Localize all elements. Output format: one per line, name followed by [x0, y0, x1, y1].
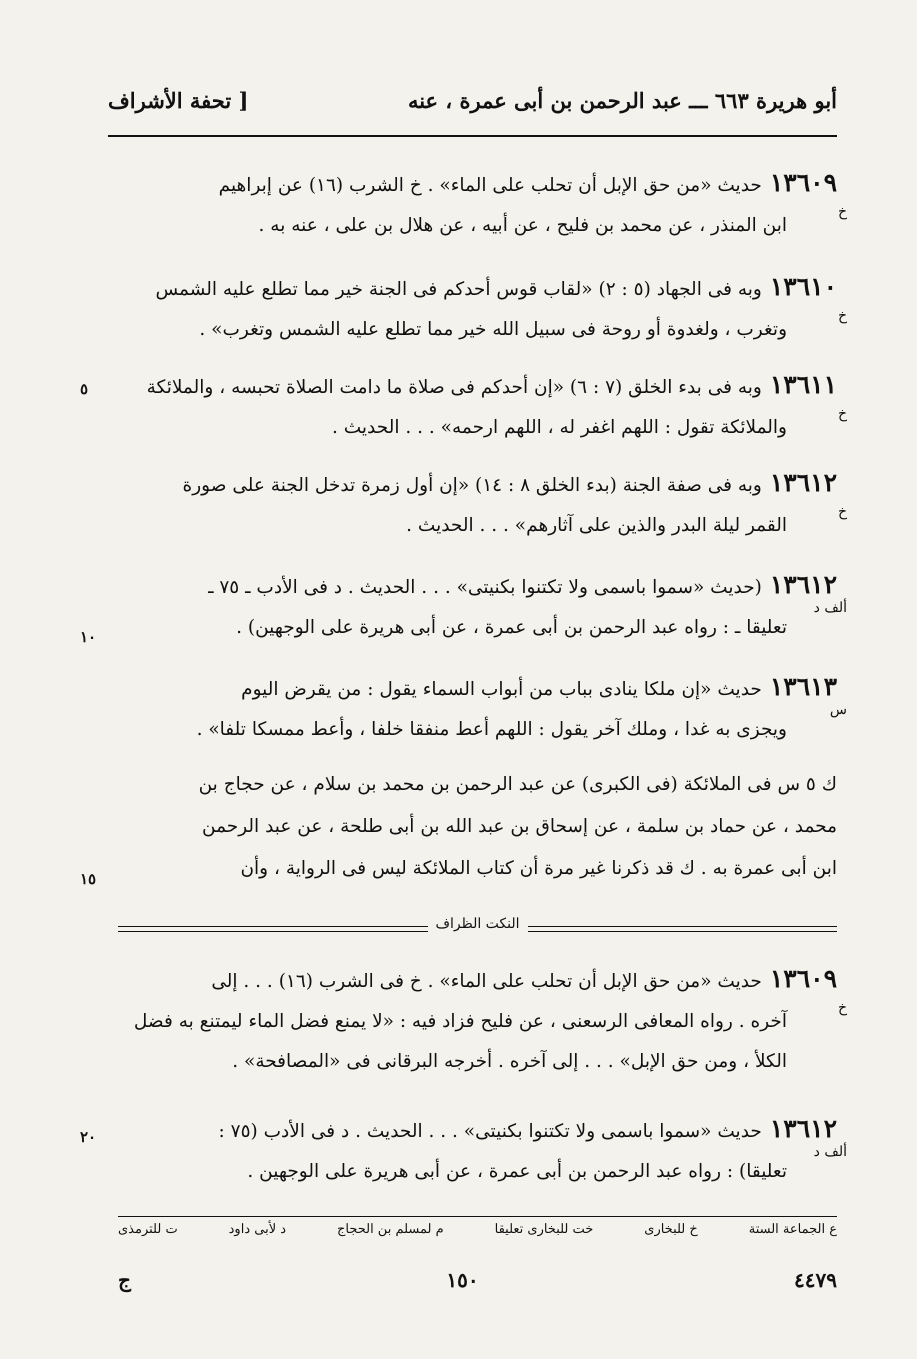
entry-siglum: س: [829, 702, 847, 718]
abbreviation: خ للبخارى: [644, 1222, 698, 1237]
header-rule: [108, 135, 837, 137]
signature-mark: ج: [118, 1268, 131, 1292]
entry-continuation: ويجزى به غدا ، وملك آخر يقول : اللهم أعط منفقا خلفا ، وأعط ممسكا تلفا» .: [196, 719, 787, 740]
note-line: ابن أبى عمرة به . ك قد ذكرنا غير مرة أن كتاب الملائكة ليس فى الرواية ، وأن: [240, 858, 837, 879]
line-number: ١٥: [80, 870, 97, 888]
entry-number: ١٣٦١٢: [769, 1114, 837, 1143]
entry-continuation: وتغرب ، ولغدوة أو روحة فى سبيل الله خير مما تطلع عليه الشمس وتغرب» .: [199, 319, 787, 340]
entry-text: وبه فى صفة الجنة (بدء الخلق ٨ : ١٤) «إن أول زمرة تدخل الجنة على صورة: [182, 475, 762, 496]
footer-rule: [118, 1216, 837, 1217]
abbreviation: د لأبى داود: [228, 1222, 287, 1237]
abbreviation: م لمسلم بن الحجاج: [336, 1222, 444, 1237]
work-title: [ تحفة الأشراف: [108, 88, 249, 113]
entry-number: ١٣٦١٢: [769, 570, 837, 599]
hadith-entry: [108, 168, 847, 241]
abbreviation-key: [118, 1222, 837, 1237]
entry-text: وبه فى الجهاد (٥ : ٢) «لقاب قوس أحدكم فى الجنة خير مما تطلع عليه الشمس: [155, 279, 762, 300]
entry-text: حديث «من حق الإبل أن تحلب على الماء» . خ فى الشرب (١٦) . . . إلى: [211, 971, 762, 992]
entry-siglum: خ: [837, 406, 847, 422]
abbreviation: ت للترمذى: [118, 1222, 178, 1237]
entry-siglum: ألف د: [813, 600, 847, 616]
page-header: [108, 88, 837, 128]
line-number: ٥: [80, 380, 89, 398]
entry-text: (حديث «سموا باسمى ولا تكتنوا بكنيتى» . . . الحديث . د فى الأدب ـ ٧٥ ـ: [208, 577, 762, 598]
line-number: ١٠: [80, 628, 97, 646]
entry-continuation: ابن المنذر ، عن محمد بن فليح ، عن أبيه ، عن هلال بن على ، عنه به .: [258, 215, 787, 236]
entry-number: ١٣٦١١: [769, 370, 837, 399]
entry-continuation: الكلأ ، ومن حق الإبل» . . . إلى آخره . أخرجه البرقانى فى «المصافحة» .: [232, 1051, 787, 1072]
note-line: محمد ، عن حماد بن سلمة ، عن إسحاق بن عبد الله بن أبى طلحة ، عن عبد الرحمن: [202, 816, 837, 837]
entry-line: [108, 272, 837, 305]
entry-continuation: آخره . رواه المعافى الرسعنى ، عن فليح فزاد فيه : «لا يمنع فضل الماء ليمتنع به فضل: [133, 1011, 787, 1032]
abbreviation: ع الجماعة الستة: [748, 1222, 837, 1237]
entry-text: حديث «من حق الإبل أن تحلب على الماء» . خ الشرب (١٦) عن إبراهيم: [218, 175, 762, 196]
entry-continuation: القمر ليلة البدر والذين على آثارهم» . . . الحديث .: [406, 515, 787, 536]
entry-siglum: خ: [837, 504, 847, 520]
running-title: أبو هريرة ٦٦٣ ـــ عبد الرحمن بن أبى عمرة ، عنه: [407, 88, 837, 113]
note-line: ك ٥ س فى الملائكة (فى الكبرى) عن عبد الرحمن بن محمد بن سلام ، عن حجاج بن: [198, 774, 837, 795]
entry-siglum: ألف د: [813, 1144, 847, 1160]
entry-line: [108, 570, 837, 603]
entry-text: وبه فى بدء الخلق (٧ : ٦) «إن أحدكم فى صلاة ما دامت الصلاة تحبسه ، والملائكة: [146, 377, 762, 398]
page-footer: [118, 1268, 837, 1292]
entry-siglum: خ: [837, 1000, 847, 1016]
kaf-note: [108, 770, 837, 896]
hadith-entry: [108, 672, 847, 745]
nukat-entry: [108, 1114, 847, 1187]
section-divider: [118, 918, 837, 940]
entry-number: ١٣٦١٢: [769, 468, 837, 497]
nukat-entry: [108, 964, 847, 1077]
entry-text: حديث «إن ملكا ينادى بباب من أبواب السماء يقول : من يقرض اليوم: [241, 679, 762, 700]
entry-line: [108, 1114, 837, 1147]
entry-continuation: تعليقا) : رواه عبد الرحمن بن أبى عمرة ، عن أبى هريرة على الوجهين .: [247, 1161, 787, 1182]
entry-line: [108, 168, 837, 201]
entry-line: [108, 370, 837, 403]
entry-text: حديث «سموا باسمى ولا تكتنوا بكنيتى» . . . الحديث . د فى الأدب (٧٥ :: [218, 1121, 762, 1142]
entry-number: ١٣٦٠٩: [769, 964, 837, 993]
entry-siglum: خ: [837, 308, 847, 324]
entry-number: ١٣٦١٣: [769, 672, 837, 701]
entry-number: ١٣٦٠٩: [769, 168, 837, 197]
entry-number: ١٣٦١٠: [769, 272, 837, 301]
line-number: ٢٠: [80, 1128, 97, 1146]
hadith-entry: [108, 468, 847, 541]
divider-label: النكت الظراف: [427, 916, 527, 932]
entry-siglum: خ: [837, 204, 847, 220]
volume-number: ٤٤٧٩: [794, 1268, 837, 1292]
hadith-entry: [108, 370, 847, 443]
entry-line: [108, 672, 837, 705]
entry-continuation: والملائكة تقول : اللهم اغفر له ، اللهم ارحمه» . . . الحديث .: [331, 417, 787, 438]
entry-line: [108, 468, 837, 501]
hadith-entry: [108, 272, 847, 345]
entry-continuation: تعليقا ـ : رواه عبد الرحمن بن أبى عمرة ، عن أبى هريرة على الوجهين) .: [236, 617, 787, 638]
entry-line: [108, 964, 837, 997]
page-number: ١٥٠: [446, 1268, 479, 1292]
hadith-entry: [108, 570, 847, 643]
abbreviation: خت للبخارى تعليقا: [494, 1222, 594, 1237]
